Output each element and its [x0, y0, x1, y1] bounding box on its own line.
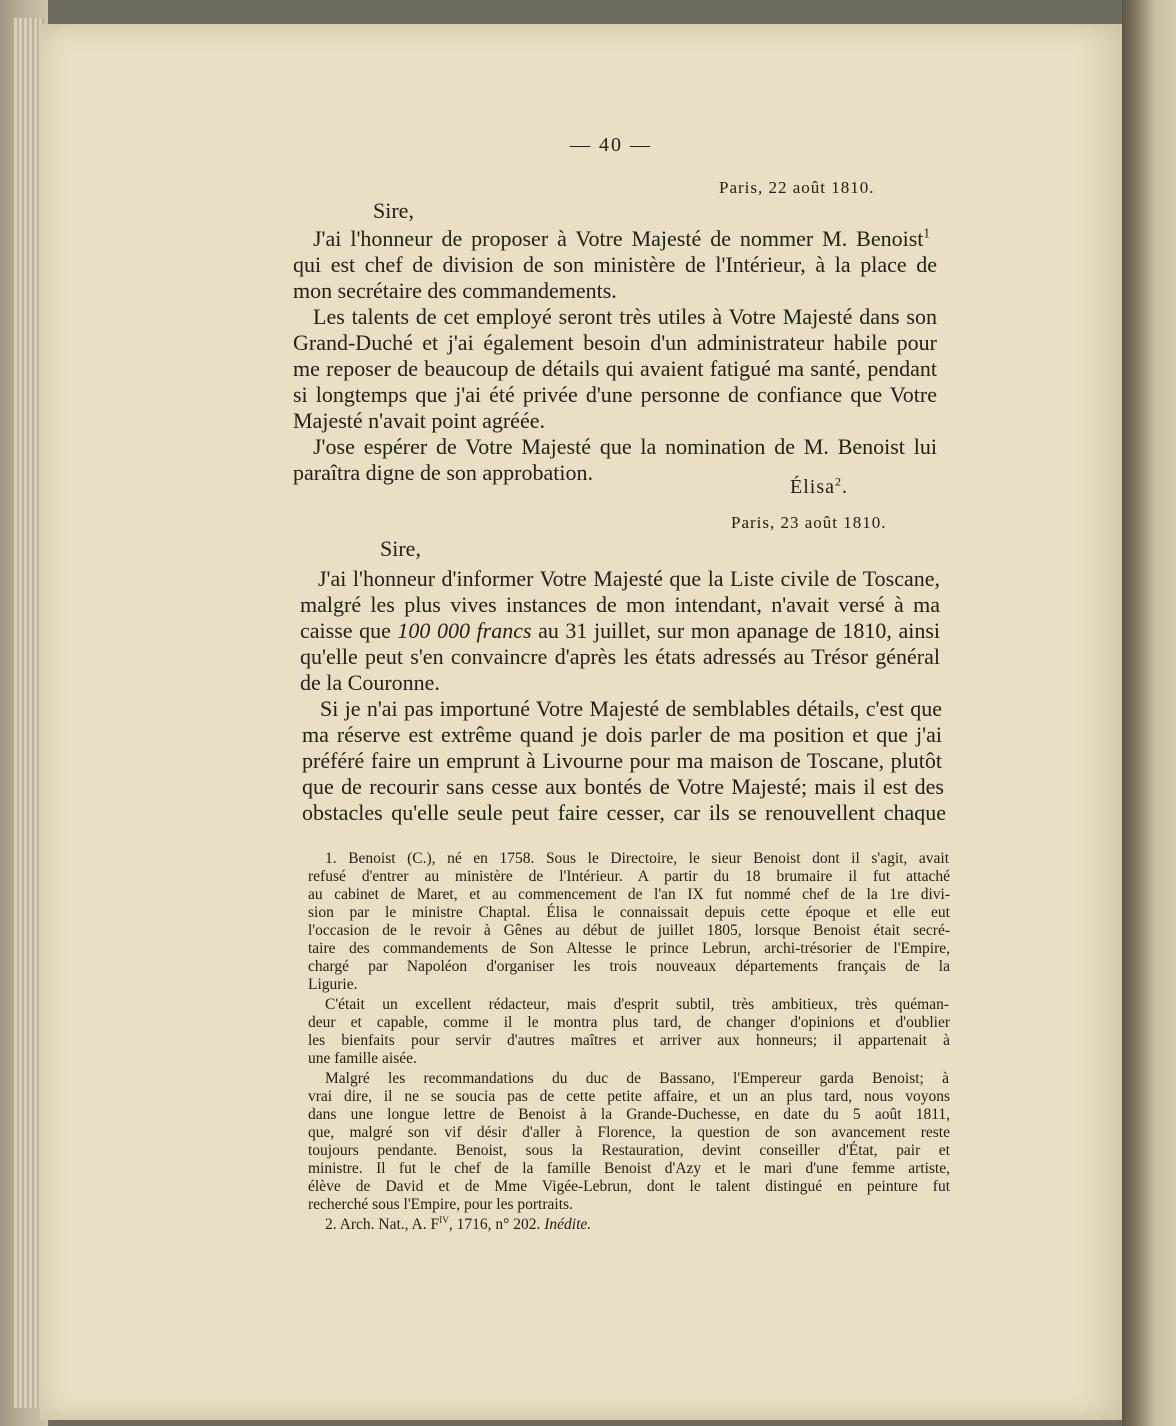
- footnote-line: toujours pendante. Benoist, sous la Restauration, devint conseiller d'État, pair et: [308, 1142, 950, 1159]
- footnote-line: élève de David et de Mme Vigée-Lebrun, dont le talent distingué en peinture fut: [308, 1178, 950, 1195]
- letter2-date: Paris, 23 août 1810.: [731, 513, 887, 532]
- footnote-2: 2. Arch. Nat., A. $F^{IV}$, 1716, n° 202. Inédite.: [325, 1215, 592, 1233]
- letter1-line: J'ose espérer de Votre Majesté que la nomination de M. Benoist lui: [313, 434, 937, 459]
- footnote-line: sion par le ministre Chaptal. Élisa le connaissait depuis cette époque et elle eut: [308, 904, 950, 921]
- footnote-line: 1. Benoist (C.), né en 1758. Sous le Directoire, le sieur Benoist dont il s'agit, avait: [325, 850, 949, 867]
- letter1-date: Paris, 22 août 1810.: [719, 178, 875, 197]
- letter2-line: qu'elle peut s'en convaincre d'après les états adressés au Trésor général: [300, 644, 940, 669]
- footnote-line: C'était un excellent rédacteur, mais d'esprit subtil, très ambitieux, très quéman-: [325, 996, 949, 1013]
- footnote-line: recherché sous l'Empire, pour les portraits.: [308, 1196, 573, 1213]
- letter2-line: de la Couronne.: [300, 670, 440, 695]
- letter1-line: paraîtra digne de son approbation.: [293, 460, 593, 485]
- footnote-line: taire des commandements de Son Altesse le prince Lebrun, archi-trésorier de l'Empire,: [308, 940, 950, 957]
- letter2-line: malgré les plus vives instances de mon intendant, n'avait versé à ma: [300, 592, 940, 617]
- footnote-line: deur et capable, comme il le montra plus tard, de changer d'opinions et d'oublier: [308, 1014, 950, 1031]
- footnote-line: dans une longue lettre de Benoist à la Grande-Duchesse, en date du 5 août 1811,: [308, 1106, 950, 1123]
- letter1-salutation: Sire,: [373, 198, 414, 223]
- footnote-line: les bienfaits pour servir d'autres maîtres et arriver aux honneurs; il appartenait à: [308, 1032, 950, 1049]
- letter1-line: Les talents de cet employé seront très utiles à Votre Majesté dans son: [313, 304, 937, 329]
- letter2-line: que de recourir sans cesse aux bontés de Votre Majesté; mais il est des: [302, 774, 944, 799]
- letter1-signature: Élisa$^2$.: [790, 474, 848, 498]
- footnote-line: ministre. Il fut le chef de la famille Benoist d'Azy et le mari d'une femme artiste,: [308, 1160, 950, 1177]
- letter1-line: si longtemps que j'ai été privée d'une personne de confiance que Votre: [293, 382, 937, 407]
- footnote-line: au cabinet de Maret, et au commencement de l'an IX fut nommé chef de la 1re divi-: [308, 886, 950, 903]
- footnote-line: que, malgré son vif désir d'aller à Florence, la question de son avancement reste: [308, 1124, 950, 1141]
- footnote-line: une famille aisée.: [308, 1050, 417, 1067]
- footnote-line: vrai dire, il ne se soucia pas de cette petite affaire, et un an plus tard, nous voyons: [308, 1088, 950, 1105]
- footnote-line: chargé par Napoléon d'organiser les trois nouveaux départements français de la: [308, 958, 950, 975]
- facing-page-edge: [1122, 0, 1176, 1426]
- letter2-line: J'ai l'honneur d'informer Votre Majesté que la Liste civile de Toscane,: [318, 566, 940, 591]
- letter1-line: Grand-Duché et j'ai également besoin d'un administrateur habile pour: [293, 330, 937, 355]
- letter1-line: Majesté n'avait point agréée.: [293, 408, 545, 433]
- letter2-line: caisse que 100 000 francs au 31 juillet, sur mon apanage de 1810, ainsi: [300, 618, 941, 643]
- letter1-line: qui est chef de division de son ministère de l'Intérieur, à la place de: [293, 252, 937, 277]
- letter2-line: obstacles qu'elle seule peut faire cesser, car ils se renouvellent chaque: [302, 800, 946, 825]
- footnote-line: Ligurie.: [308, 976, 358, 993]
- footnote-line: Malgré les recommandations du duc de Bassano, l'Empereur garda Benoist; à: [325, 1070, 949, 1087]
- letter1-line: mon secrétaire des commandements.: [293, 278, 617, 303]
- letter2-line: préféré faire un emprunt à Livourne pour ma maison de Toscane, plutôt: [302, 748, 942, 773]
- letter2-salutation: Sire,: [380, 536, 421, 561]
- letter2-line: Si je n'ai pas importuné Votre Majesté de semblables détails, c'est que: [320, 696, 942, 721]
- letter1-line: J'ai l'honneur de proposer à Votre Majesté de nommer M. Benoist$^1$: [313, 225, 930, 251]
- footnote-line: l'occasion de le revoir à Gênes au début de juillet 1805, lorsque Benoist était secré-: [308, 922, 950, 939]
- footnote-line: refusé d'entrer au ministère de l'Intérieur. A partir du 18 brumaire il fut attaché: [308, 868, 950, 885]
- letter1-line: me reposer de beaucoup de détails qui avaient fatigué ma santé, pendant: [293, 356, 937, 381]
- page-number: — 40 —: [570, 134, 652, 156]
- letter2-line: ma réserve est extrême quand je dois parler de ma position et que j'ai: [302, 722, 942, 747]
